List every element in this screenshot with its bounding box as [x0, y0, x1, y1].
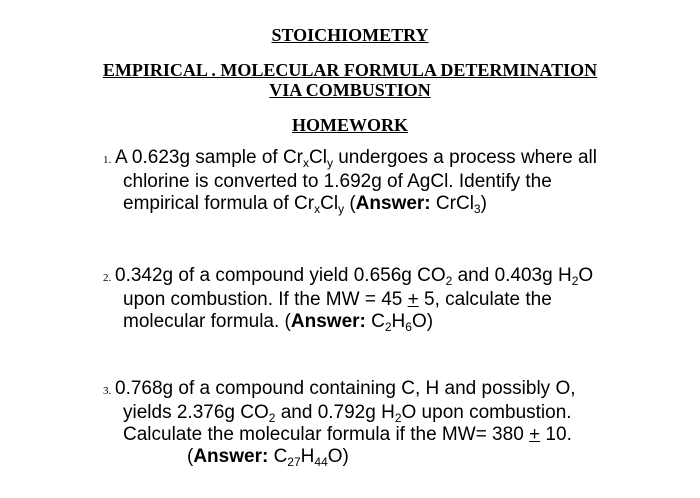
- subscript: 2: [268, 411, 276, 425]
- plus-minus-sign: +: [407, 289, 419, 310]
- subscript: 2: [384, 320, 392, 334]
- problem-1-line-2: chlorine is converted to 1.692g of AgCl. Identify the: [123, 171, 552, 192]
- problem-1: [103, 147, 623, 215]
- text: Calculate the molecular formula if the MW= 380: [123, 424, 530, 445]
- text: Cl: [309, 147, 327, 168]
- subtitle-line-2: VIA COMBUSTION: [269, 80, 431, 100]
- text: O upon combustion.: [401, 402, 572, 423]
- subtitle-line-1: EMPIRICAL . MOLECULAR FORMULA DETERMINATION: [102, 60, 598, 80]
- answer-text: CrCl: [430, 193, 474, 214]
- subscript: y: [338, 202, 345, 216]
- text: yields 2.376g CO: [123, 402, 269, 423]
- subscript: 2: [571, 274, 579, 288]
- answer-label: Answer:: [290, 311, 366, 332]
- text: molecular formula. (: [123, 311, 291, 332]
- answer-text: O): [411, 311, 434, 332]
- subscript: y: [326, 156, 333, 170]
- text: upon combustion. If the MW = 45: [123, 289, 408, 310]
- text: O: [578, 265, 594, 286]
- text: Cl: [320, 193, 339, 214]
- problem-1-line-3: [103, 193, 623, 215]
- problem-1-line-1: [103, 147, 623, 171]
- problem-3-line-4: [103, 446, 623, 468]
- subscript: 3: [473, 202, 481, 216]
- answer-text: O): [327, 446, 349, 467]
- subscript: 2: [445, 274, 453, 288]
- text: 10.: [540, 424, 572, 445]
- text: and 0.792g H: [275, 402, 395, 423]
- subscript: 2: [394, 411, 402, 425]
- subscript: 44: [314, 455, 328, 469]
- answer-text: C: [268, 446, 288, 467]
- problem-2-line-3: [103, 311, 623, 333]
- answer-label: Answer:: [355, 193, 431, 214]
- problem-3-line-2: [103, 402, 623, 424]
- subscript: x: [314, 202, 321, 216]
- subscript: x: [303, 156, 309, 170]
- answer-text: C: [365, 311, 385, 332]
- text: (: [344, 193, 356, 214]
- problem-2: [103, 265, 623, 333]
- answer-text: H: [300, 446, 315, 467]
- text: 0.768g of a compound containing C, H and possibly O,: [115, 378, 576, 399]
- problem-3-line-1: [103, 378, 623, 402]
- answer-label: Answer:: [193, 446, 269, 467]
- text: and 0.403g H: [452, 265, 572, 286]
- problem-3: [103, 378, 623, 468]
- problem-3-line-3: [103, 424, 623, 446]
- problem-number: 3.: [103, 385, 112, 397]
- plus-minus-sign: +: [529, 424, 541, 445]
- section-heading: HOMEWORK: [292, 115, 408, 135]
- subscript: 6: [405, 320, 412, 334]
- text: undergoes a process where all: [332, 147, 597, 168]
- answer-text: ): [480, 193, 487, 214]
- problem-number: 2.: [103, 272, 112, 284]
- problem-2-line-1: [103, 265, 623, 289]
- answer-text: H: [391, 311, 406, 332]
- subscript: 27: [287, 455, 301, 469]
- problem-number: 1.: [103, 154, 112, 166]
- text: A 0.623g sample of Cr: [115, 147, 303, 168]
- problem-2-line-2: [103, 289, 623, 311]
- page-title: STOICHIOMETRY: [271, 25, 429, 45]
- text: 0.342g of a compound yield 0.656g CO: [115, 265, 446, 286]
- text: 5, calculate the: [418, 289, 552, 310]
- text: (: [187, 446, 194, 467]
- text: empirical formula of Cr: [123, 193, 315, 214]
